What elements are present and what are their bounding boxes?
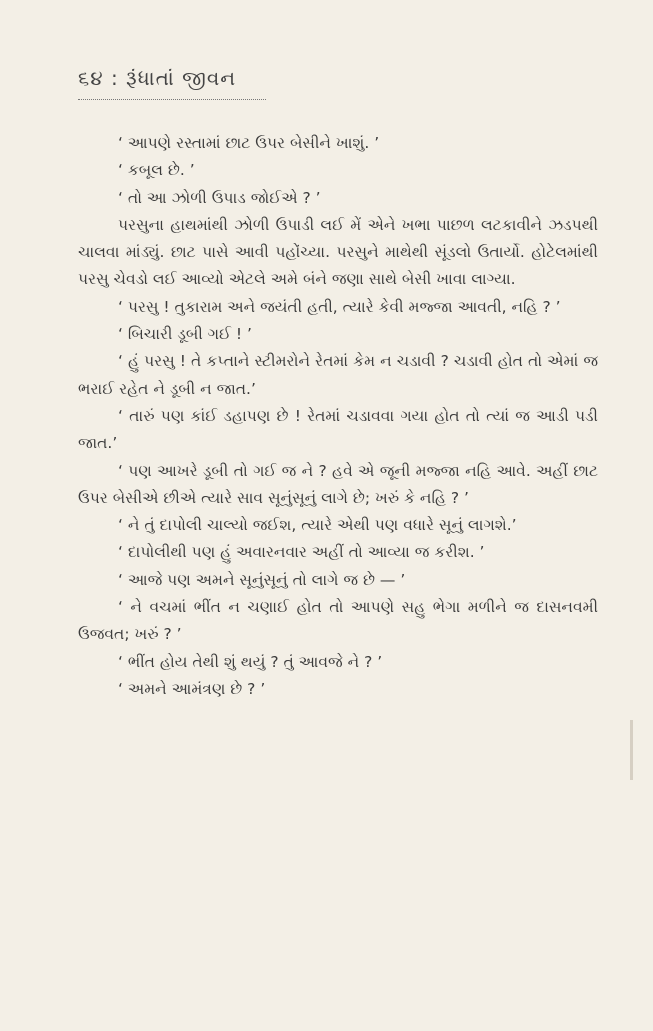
paragraph: ‘ આપણે રસ્તામાં છાટ ઉપર બેસીને ખાશું. ’: [118, 134, 380, 152]
paragraph: ‘ હું પરસુ ! તે કપ્તાને સ્ટીમરોને રેતમાં કેમ ન ચડાવી ? ચડાવી હોત તો એમાં જ ભરાઈ રહેત ને ડૂબી ન જાત.’: [78, 352, 598, 398]
running-header: ૬૪ : રૂંધાતાં જીવન: [78, 66, 237, 90]
paragraph: ‘ દાપોલીથી પણ હું અવારનવાર અહીં તો આવ્યા જ કરીશ. ’: [118, 543, 485, 562]
paragraph: ‘ આજે પણ અમને સૂનુંસૂનું તો લાગે જ છે — ’: [118, 570, 406, 589]
header-underline: [78, 99, 266, 100]
paragraph: પરસુના હાથમાંથી ઝોળી ઉપાડી લઈ મેં એને ખભા પાછળ લટકાવીને ઝડપથી ચાલવા માંડ્યું. છાટ પાસે આવી પહોંચ્યા. પરસુને માથેથી સૂંડલો ઉતાર્યો. હોટેલમાંથી પરસુ ચેવડો લઈ આવ્યો એટલે અમે બંને જણા સાથે બેસી ખાવા લાગ્યા.: [78, 215, 598, 289]
paragraph: ‘ પણ આખરે ડૂબી તો ગઈ જ ને ? હવે એ જૂની મજ્જા નહિ આવે. અહીં છાટ ઉપર બેસીએ છીએ ત્યારે સાવ સૂનુંસૂનું લાગે છે; ખરું કે નહિ ? ’: [78, 461, 598, 507]
scan-edge-mark: [630, 720, 633, 780]
paragraph: ‘ ને વચમાં ભીંત ન ચણાઈ હોત તો આપણે સહુ ભેગા મળીને જ દાસનવમી ઉજવત; ખરું ? ’: [78, 598, 598, 644]
paragraph: ‘ તો આ ઝોળી ઉપાડ જોઈએ ? ’: [118, 188, 321, 207]
paragraph: ‘ કબૂલ છે. ’: [118, 161, 195, 180]
paragraph: ‘ પરસુ ! તુકારામ અને જયંતી હતી, ત્યારે કેવી મજ્જા આવતી, નહિ ? ’: [118, 297, 561, 316]
page-body: [78, 130, 598, 703]
paragraph: ‘ તારું પણ કાંઈ ડહાપણ છે ! રેતમાં ચડાવવા ગયા હોત તો ત્યાં જ આડી પડી જાત.’: [78, 406, 598, 453]
paragraph: ‘ ભીંત હોય તેથી શું થયું ? તું આવજે ને ? ’: [118, 652, 383, 671]
paragraph: ‘ ને તું દાપોલી ચાલ્યો જઈશ, ત્યારે એથી પણ વધારે સૂનું લાગશે.’: [118, 516, 517, 535]
paragraph: ‘ અમને આમંત્રણ છે ? ’: [118, 679, 266, 698]
paragraph: ‘ બિચારી ડૂબી ગઈ ! ’: [118, 325, 252, 344]
